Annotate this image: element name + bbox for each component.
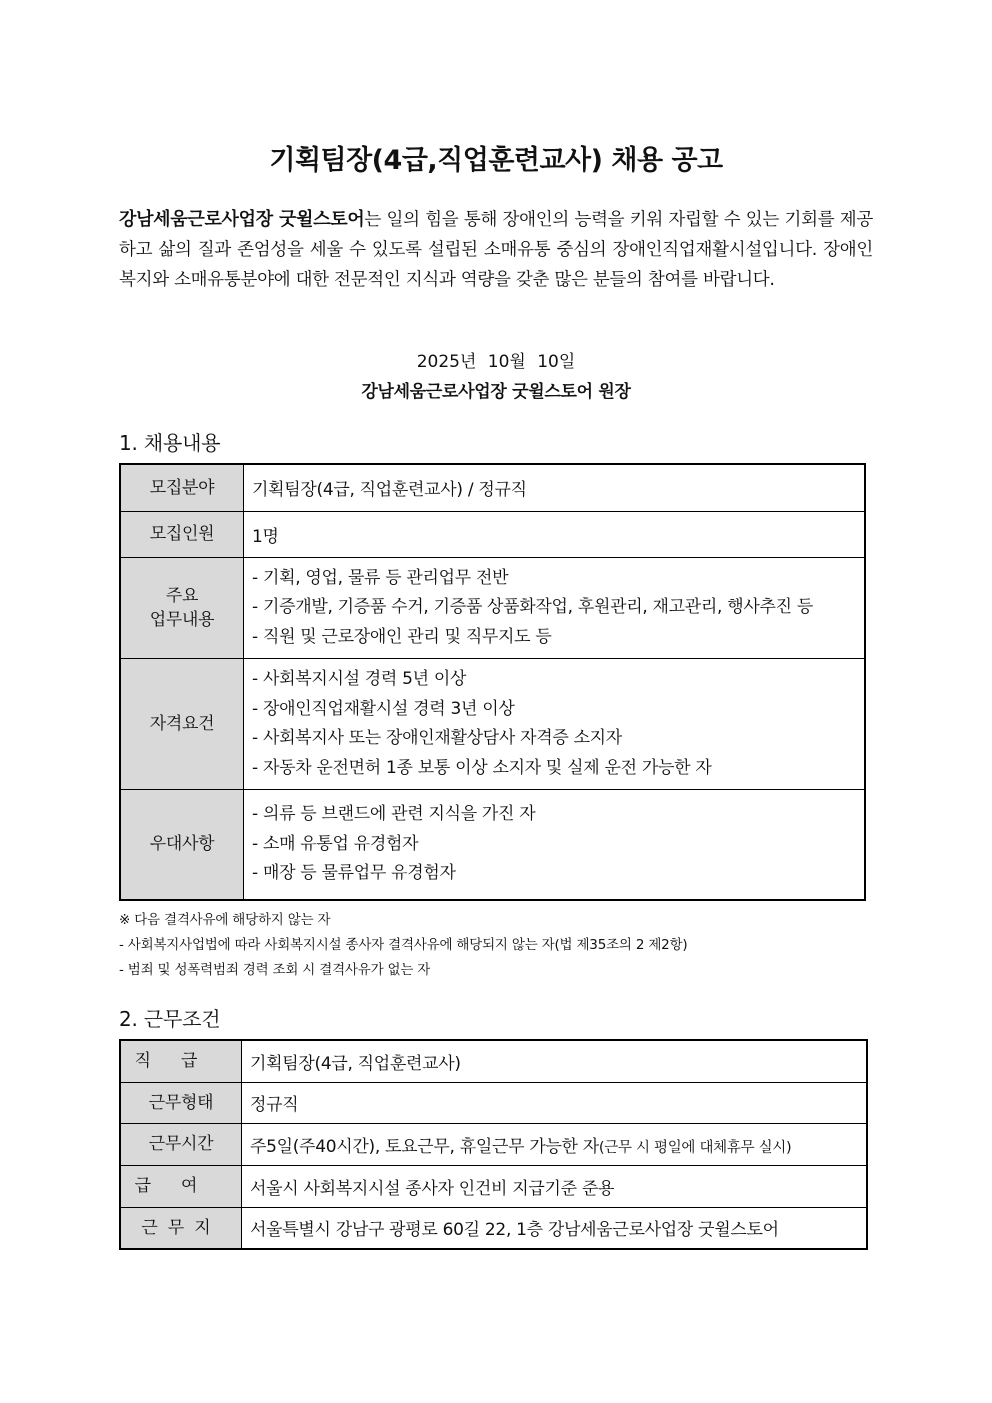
table-row — [120, 1207, 867, 1249]
disqualification-notes — [119, 908, 687, 983]
preferences-list — [252, 794, 864, 895]
row-label-line: 주요 — [165, 585, 199, 606]
note-line: - 사회복지사업법에 따라 사회복지시설 종사자 결격사유에 해당되지 않는 자(법 제35조의 2 제2항) — [119, 937, 688, 953]
row-label: 모집분야 — [120, 464, 244, 511]
table-row — [120, 1082, 867, 1123]
announcement-date: 2025년 10월 10일 — [416, 352, 576, 372]
section-heading-conditions: 2. 근무조건 — [119, 1007, 221, 1031]
recruitment-table — [119, 463, 866, 901]
duties-list — [252, 558, 864, 659]
intro-paragraph — [119, 205, 873, 295]
row-label-line: 업무내용 — [149, 609, 215, 630]
qualifications-list — [252, 659, 864, 789]
row-value — [244, 790, 866, 900]
list-item: - 장애인직업재활시설 경력 3년 이상 — [252, 695, 864, 725]
row-label: 모집인원 — [120, 511, 244, 557]
row-value: 서울시 사회복지시설 종사자 인건비 지급기준 준용 — [242, 1165, 868, 1207]
work-hours-text: 주5일(주40시간), 토요근무, 휴일근무 가능한 자 — [250, 1136, 599, 1157]
list-item: - 소매 유통업 유경험자 — [252, 830, 864, 860]
row-label: 자격요건 — [120, 659, 244, 790]
table-row — [120, 659, 865, 790]
row-value: 기획팀장(4급, 직업훈련교사) — [242, 1040, 868, 1082]
work-hours-note: (근무 시 평일에 대체휴무 실시) — [598, 1139, 792, 1156]
table-row — [120, 557, 865, 659]
table-row — [120, 1123, 867, 1165]
org-name: 강남세움근로사업장 굿윌스토어 — [119, 209, 365, 230]
row-value — [244, 659, 866, 790]
row-label: 직급 — [120, 1040, 242, 1082]
row-value: 기획팀장(4급, 직업훈련교사) / 정규직 — [244, 464, 866, 511]
list-item: - 직원 및 근로장애인 관리 및 직무지도 등 — [252, 623, 864, 653]
table-row — [120, 1165, 867, 1207]
conditions-table — [119, 1039, 868, 1250]
row-label: 근무지 — [120, 1207, 242, 1249]
row-value — [244, 557, 866, 659]
list-item: - 의류 등 브랜드에 관련 지식을 가진 자 — [252, 800, 864, 830]
row-value — [242, 1123, 868, 1165]
row-value: 정규직 — [242, 1082, 868, 1123]
list-item: - 기증개발, 기증품 수거, 기증품 상품화작업, 후원관리, 재고관리, 행사추진 등 — [252, 593, 864, 623]
signer: 강남세움근로사업장 굿윌스토어 원장 — [361, 382, 631, 402]
table-row — [120, 790, 865, 900]
row-value: 1명 — [244, 511, 866, 557]
table-row — [120, 511, 865, 557]
list-item: - 자동차 운전면허 1종 보통 이상 소지자 및 실제 운전 가능한 자 — [252, 754, 864, 784]
row-value: 서울특별시 강남구 광평로 60길 22, 1층 강남세움근로사업장 굿윌스토어 — [242, 1207, 868, 1249]
note-line: - 범죄 및 성폭력범죄 경력 조회 시 결격사유가 없는 자 — [119, 962, 431, 978]
list-item: - 매장 등 물류업무 유경험자 — [252, 859, 864, 889]
table-row — [120, 1040, 867, 1082]
row-label: 근무시간 — [120, 1123, 242, 1165]
page-title: 기획팀장(4급,직업훈련교사) 채용 공고 — [269, 145, 723, 176]
row-label: 급여 — [120, 1165, 242, 1207]
note-line: ※ 다음 결격사유에 해당하지 않는 자 — [119, 912, 331, 928]
list-item: - 사회복지시설 경력 5년 이상 — [252, 665, 864, 695]
table-row — [120, 464, 865, 511]
list-item: - 기획, 영업, 물류 등 관리업무 전반 — [252, 564, 864, 594]
row-label: 우대사항 — [120, 790, 244, 900]
section-heading-recruitment: 1. 채용내용 — [119, 431, 221, 455]
row-label — [120, 557, 244, 659]
intro-text: 는 일의 힘을 통해 장애인의 능력을 키워 자립할 수 있는 기회를 제공하고 삶의 질과 존엄성을 세울 수 있도록 설립된 소매유통 중심의 장애인직업재활시설입니다. 장애인복지와 소매유통분야에 대한 전문적인 지식과 역량을 갖춘 많은 분들의 참여를 바랍니다. — [119, 210, 873, 290]
list-item: - 사회복지사 또는 장애인재활상담사 자격증 소지자 — [252, 724, 864, 754]
row-label: 근무형태 — [120, 1082, 242, 1123]
